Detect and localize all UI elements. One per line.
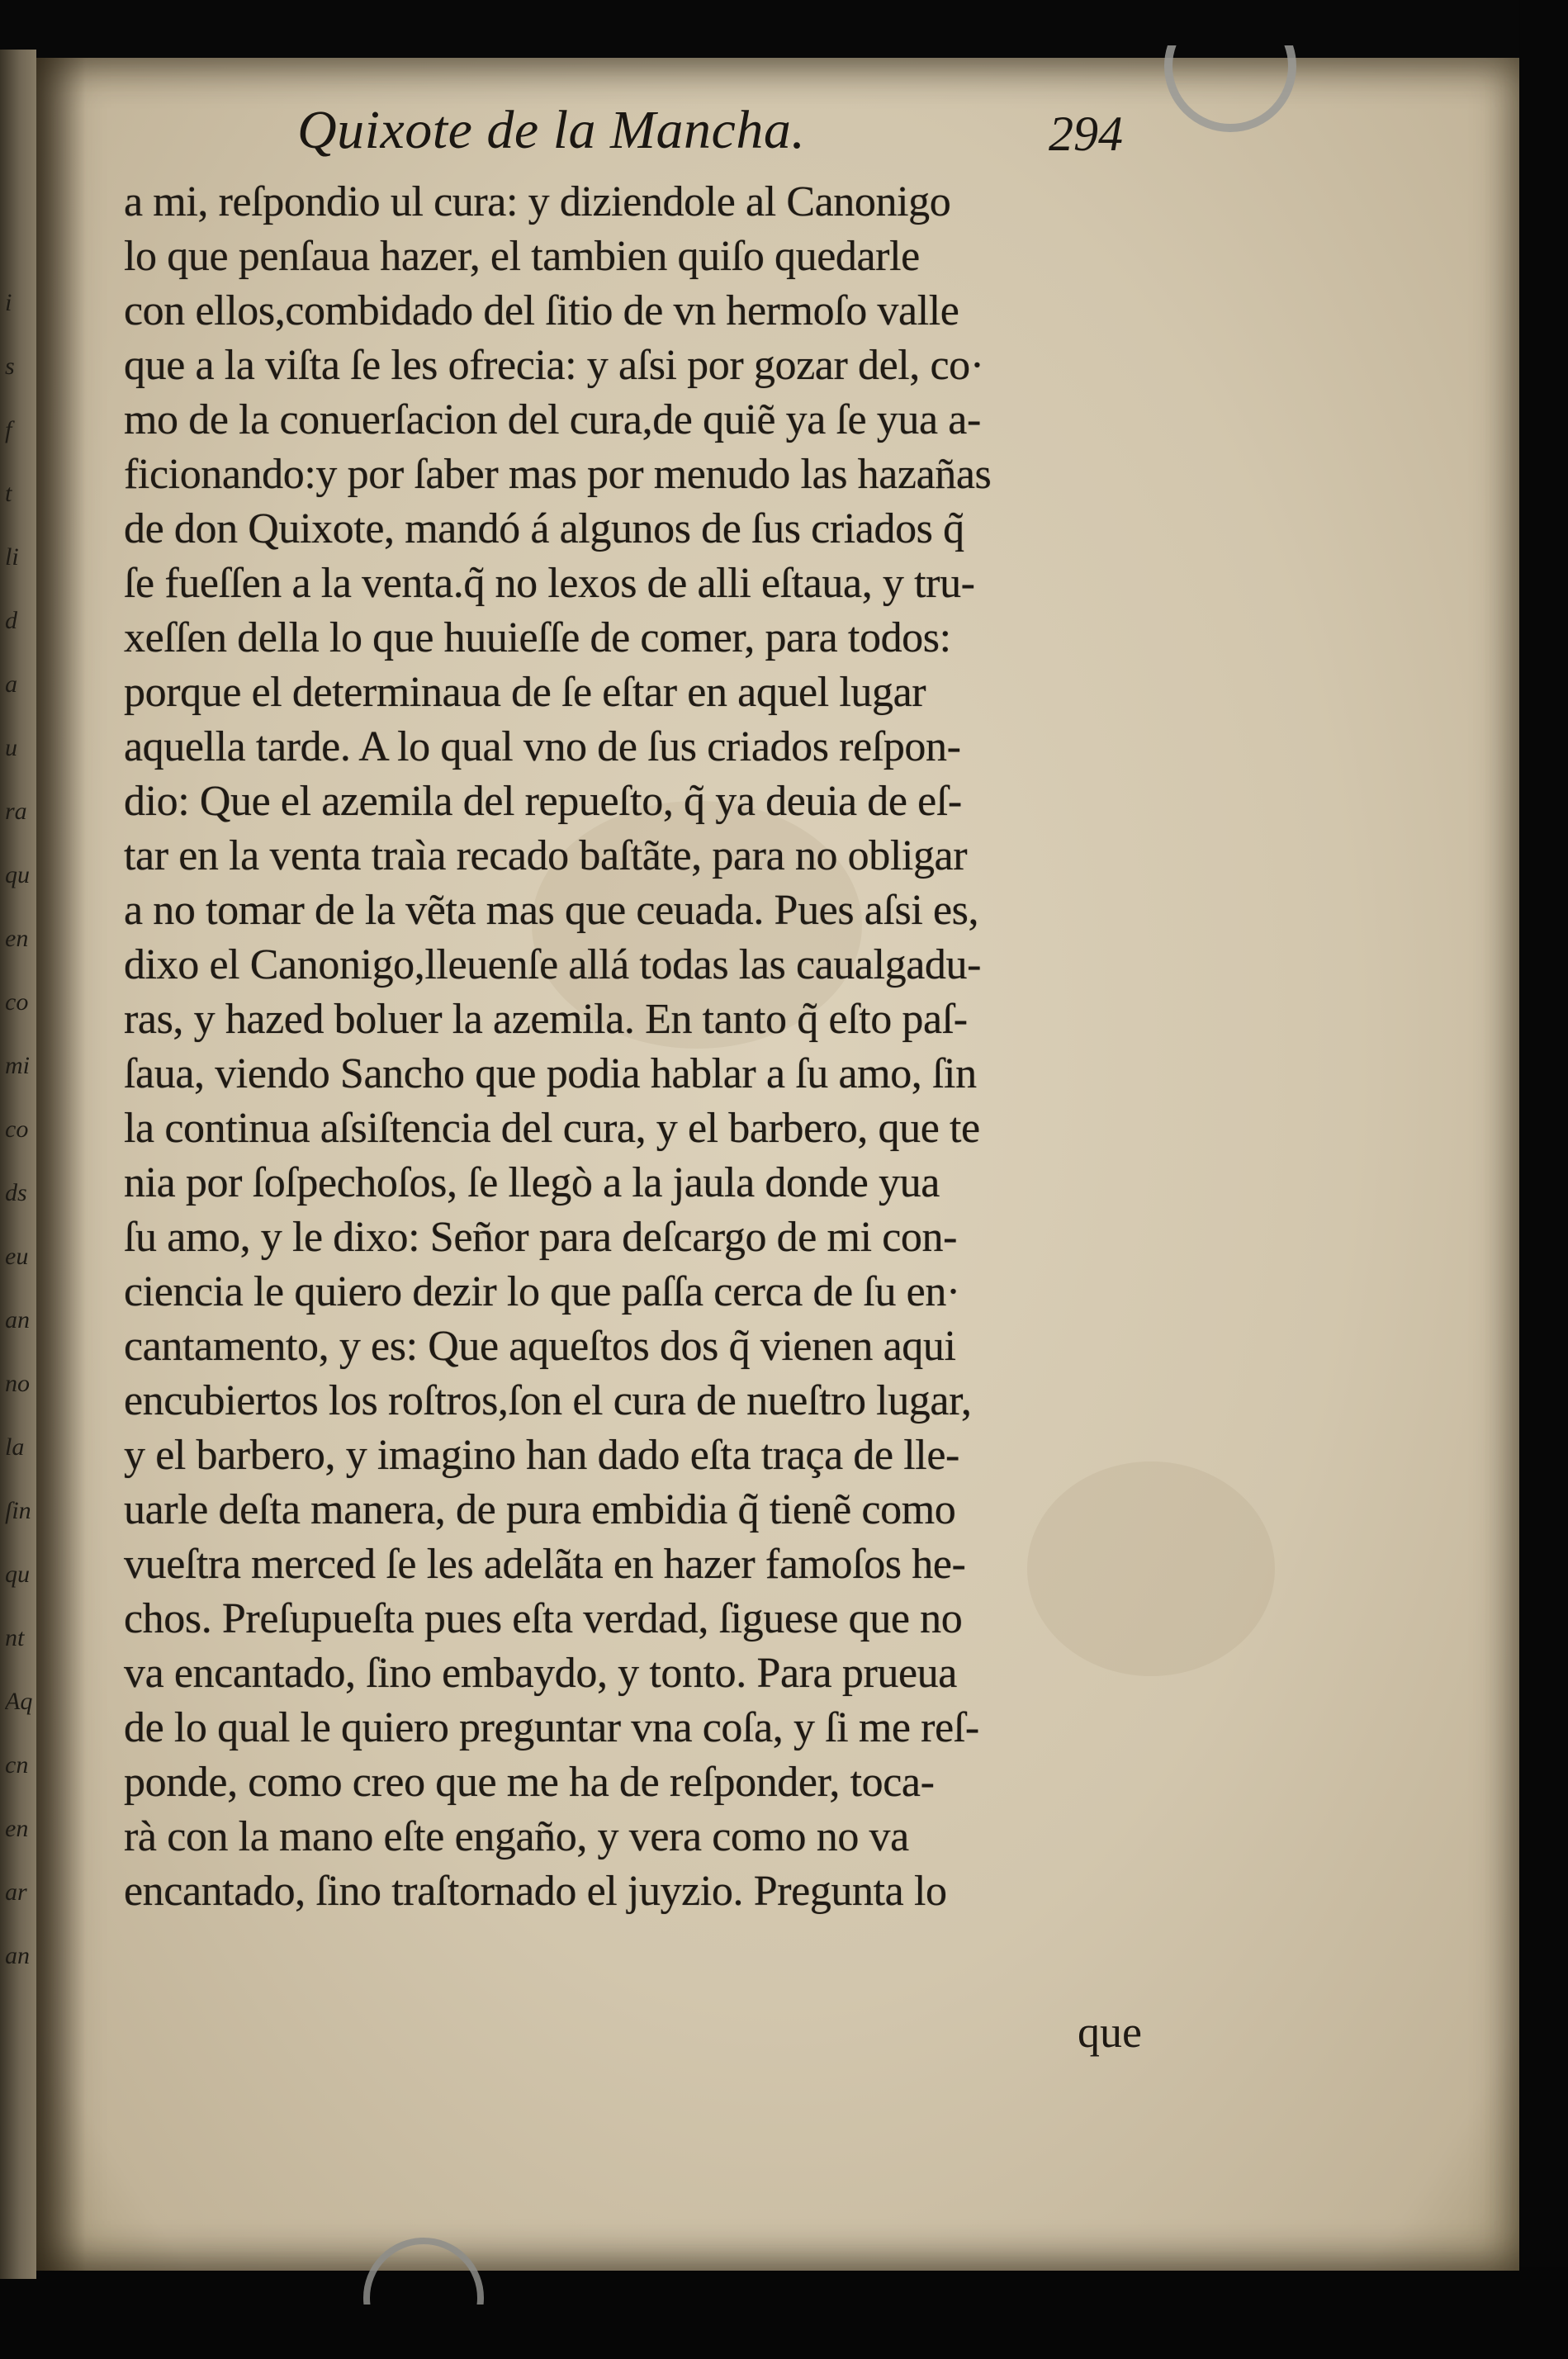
facing-page-glyph: no [5, 1370, 30, 1397]
facing-page-glyph: cn [5, 1751, 29, 1779]
text-line: encubiertos los roſtros,ſon el cura de nueſtro lugar, [124, 1377, 972, 1424]
text-line: y el barbero, y imagino han dado eſta traça de lle- [124, 1432, 959, 1479]
text-line: aquella tarde. A lo qual vno de ſus criados reſpon- [124, 723, 961, 770]
facing-page-glyph: ra [5, 798, 27, 825]
facing-page-glyph: a [5, 670, 17, 698]
scan-background-bottom [0, 2267, 1568, 2359]
scan-background-top [0, 0, 1568, 62]
scan-background-right [1519, 0, 1568, 2359]
facing-page-glyph: Aq [5, 1688, 33, 1715]
text-line: ficionando:y por ſaber mas por menudo las hazañas [124, 451, 992, 498]
text-line: lo que penſaua hazer, el tambien quiſo quedarle [124, 233, 920, 280]
catchword: que [1078, 2007, 1142, 2057]
text-line: cantamento, y es: Que aqueſtos dos q̃ vienen aqui [124, 1323, 956, 1370]
text-line: de lo qual le quiero preguntar vna coſa, y ſi me reſ- [124, 1704, 979, 1751]
text-line: tar en la venta traìa recado baſtãte, para no obligar [124, 832, 968, 879]
running-head: Quixote de la Mancha. [297, 100, 806, 160]
facing-page-glyph: nt [5, 1624, 25, 1651]
facing-page-glyph: en [5, 925, 29, 952]
text-line: ſaua, viendo Sancho que podia hablar a ſu amo, ſin [124, 1050, 977, 1097]
text-line: chos. Preſupueſta pues eſta verdad, ſiguese que no [124, 1595, 963, 1642]
text-line: encantado, ſino traſtornado el juyzio. Pregunta lo [124, 1868, 947, 1915]
text-line: va encantado, ſino embaydo, y tonto. Para prueua [124, 1650, 957, 1697]
text-line: uarle deſta manera, de pura embidia q̃ tienẽ como [124, 1486, 956, 1533]
facing-page-glyph: u [5, 734, 17, 761]
text-line: a mi, reſpondio ul cura: y diziendole al Canonigo [124, 178, 951, 225]
text-line: nia por ſoſpechoſos, ſe llegò a la jaula donde yua [124, 1159, 940, 1206]
text-line: a no tomar de la vẽta mas que ceuada. Pues aſsi es, [124, 887, 979, 934]
gutter-shadow [36, 58, 86, 2271]
facing-page-edge [0, 50, 36, 2279]
text-line: porque el determinaua de ſe eſtar en aquel lugar [124, 669, 926, 716]
facing-page-glyph: i [5, 289, 12, 316]
body-text [124, 175, 1181, 1919]
facing-page-glyph: eu [5, 1243, 29, 1270]
facing-page-glyph: s [5, 353, 15, 380]
facing-page-glyph: en [5, 1815, 29, 1842]
text-line: que a la viſta ſe les ofrecia: y aſsi por gozar del, co· [124, 342, 984, 389]
facing-page-glyph: ar [5, 1878, 27, 1906]
text-line: de don Quixote, mandó á algunos de ſus criados q̃ [124, 505, 964, 552]
page-number: 294 [1049, 107, 1123, 161]
facing-page-glyph: qu [5, 861, 30, 888]
text-line: la continua aſsiſtencia del cura, y el barbero, que te [124, 1105, 980, 1152]
facing-page-glyph: li [5, 543, 19, 571]
text-line: xeſſen della lo que huuieſſe de comer, para todos: [124, 614, 951, 661]
text-line: ponde, como creo que me ha de reſponder, toca- [124, 1759, 935, 1806]
text-line: con ellos,combidado del ſitio de vn hermoſo valle [124, 287, 959, 334]
facing-page-glyph: an [5, 1306, 30, 1333]
text-line: dixo el Canonigo,lleuenſe allá todas las caualgadu- [124, 941, 982, 988]
text-line: ſu amo, y le dixo: Señor para deſcargo de mi con- [124, 1214, 958, 1261]
facing-page-glyph: ds [5, 1179, 27, 1206]
facing-page-glyph: co [5, 988, 29, 1016]
facing-page-glyph: qu [5, 1561, 30, 1588]
text-line: rà con la mano eſte engaño, y vera como no va [124, 1813, 909, 1860]
facing-page-glyph: la [5, 1433, 25, 1461]
facing-page-glyph: f [5, 416, 12, 443]
facing-page-fragments [2, 50, 35, 2279]
facing-page-glyph: mi [5, 1052, 30, 1079]
text-line: ciencia le quiero dezir lo que paſſa cerca de ſu en· [124, 1268, 960, 1315]
facing-page-glyph: ſin [5, 1497, 31, 1524]
text-line: vueſtra merced ſe les adelãta en hazer famoſos he- [124, 1541, 966, 1588]
facing-page-glyph: t [5, 480, 12, 507]
facing-page-glyph: an [5, 1942, 30, 1969]
facing-page-glyph: co [5, 1116, 29, 1143]
text-line: ſe fueſſen a la venta.q̃ no lexos de alli eſtaua, y tru- [124, 560, 975, 607]
text-line: dio: Que el azemila del repueſto, q̃ ya deuia de eſ- [124, 778, 962, 825]
text-line: mo de la conuerſacion del cura,de quiẽ ya ſe yua a- [124, 396, 981, 443]
text-line: ras, y hazed boluer la azemila. En tanto q̃ eſto paſ- [124, 996, 968, 1043]
facing-page-glyph: d [5, 607, 17, 634]
